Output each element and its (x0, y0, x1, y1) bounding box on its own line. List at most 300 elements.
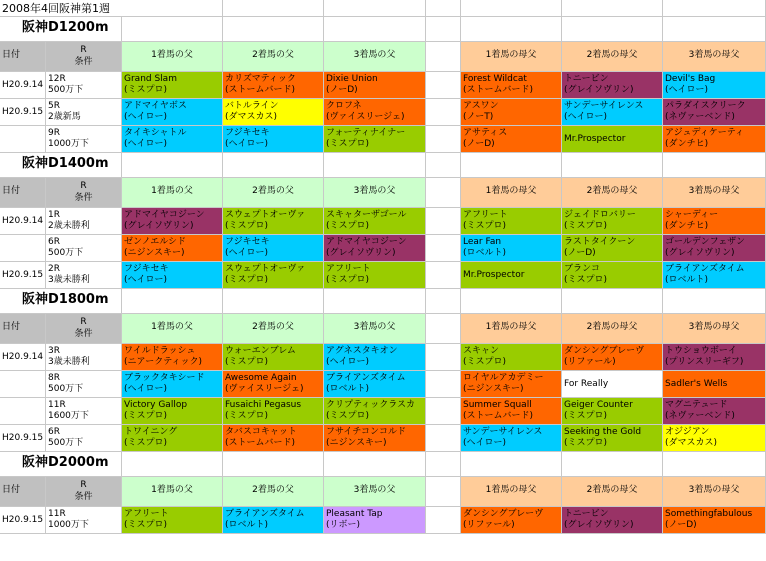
dam-sire-cell-2 (562, 99, 663, 126)
horse-name: ゼンノエルシド (124, 237, 186, 247)
blank-cell (426, 72, 461, 99)
header-condition-label: 条件 (74, 193, 93, 203)
dam-sire-cell-1 (461, 398, 562, 425)
blank-cell (461, 289, 562, 314)
sire-line: (ミスプロ) (326, 221, 370, 231)
race-condition: 1000万下 (48, 520, 89, 530)
sire-cell-2 (223, 371, 324, 398)
horse-name: トニービン (564, 509, 609, 519)
sire-cell-3 (324, 72, 426, 99)
header-dam-sire-2: 2着馬の母父 (562, 42, 663, 72)
race-date: H20.9.15 (0, 425, 46, 452)
dam-sire-cell-1 (461, 344, 562, 371)
horse-name: フォーティナイナー (326, 128, 406, 138)
header-sire-1: 1着馬の父 (122, 314, 223, 344)
horse-name: カリズマティック (225, 74, 296, 84)
horse-name: ロイヤルアカデミー (463, 373, 544, 383)
sire-line: (ノーT) (463, 112, 494, 122)
horse-name: フジキセキ (225, 128, 270, 138)
race-number: 5R (48, 101, 60, 111)
horse-name: アフリート (326, 264, 371, 274)
horse-name: ジェイドロバリー (564, 210, 636, 220)
race-condition: 3歳未勝利 (48, 357, 90, 367)
dam-sire-cell-3 (663, 344, 766, 371)
sire-cell-2 (223, 235, 324, 262)
sire-line: (ストームバード) (463, 85, 534, 95)
section-title: 阪神D2000m (0, 452, 122, 477)
sire-line: (ノーD) (326, 85, 358, 95)
sire-cell-2 (223, 99, 324, 126)
header-race-label: R (80, 181, 87, 191)
sire-line: (ミスプロ) (124, 520, 168, 530)
horse-name: アジュディケーティ (665, 128, 745, 138)
race-info (46, 371, 122, 398)
sire-cell-2 (223, 507, 324, 534)
dam-sire-cell-1 (461, 99, 562, 126)
blank-cell (562, 153, 663, 178)
sire-cell-1 (122, 208, 223, 235)
dam-sire-cell-2 (562, 126, 663, 153)
horse-name: ウォーエンブレム (225, 346, 296, 356)
sire-line: (ロベルト) (326, 384, 370, 394)
section-title: 阪神D1400m (0, 153, 122, 178)
blank-cell (122, 452, 223, 477)
dam-sire-cell-1 (461, 72, 562, 99)
sire-line: (ミスプロ) (225, 357, 269, 367)
header-sire-3: 3着馬の父 (324, 477, 426, 507)
horse-name: Mr.Prospector (564, 134, 626, 144)
header-date: 日付 (0, 42, 46, 72)
blank-cell (461, 17, 562, 42)
sire-cell-2 (223, 208, 324, 235)
section-title: 阪神D1200m (0, 17, 122, 42)
blank-cell (426, 289, 461, 314)
horse-name: Pleasant Tap (326, 509, 383, 519)
header-sire-2: 2着馬の父 (223, 314, 324, 344)
horse-name: アフリート (463, 210, 508, 220)
race-info (46, 398, 122, 425)
sire-line: (ミスプロ) (564, 411, 608, 421)
dam-sire-cell-3 (663, 99, 766, 126)
blank-cell (324, 17, 426, 42)
blank-cell (426, 235, 461, 262)
sire-cell-1 (122, 72, 223, 99)
sire-line: (ロベルト) (225, 520, 269, 530)
sire-line: (ミスプロ) (326, 139, 370, 149)
blank-cell (426, 153, 461, 178)
dam-sire-cell-1 (461, 425, 562, 452)
sire-line: (ノーD) (463, 139, 495, 149)
race-number: 8R (48, 373, 60, 383)
sire-line: (グレイソヴリン) (326, 248, 396, 258)
dam-sire-cell-3 (663, 371, 766, 398)
blank-cell (562, 452, 663, 477)
horse-name: フサイチコンコルド (326, 427, 407, 437)
horse-name: トニービン (564, 74, 609, 84)
header-sire-1: 1着馬の父 (122, 178, 223, 208)
header-race (46, 477, 122, 507)
dam-sire-cell-2 (562, 235, 663, 262)
horse-name: クロフネ (326, 101, 362, 111)
header-sire-1: 1着馬の父 (122, 477, 223, 507)
sire-line: (ノーD) (665, 520, 697, 530)
sire-line: (ミスプロ) (225, 275, 269, 285)
horse-name: トワイニング (124, 427, 178, 437)
sire-line: (ロベルト) (463, 248, 507, 258)
sire-line: (ヘイロー) (463, 438, 507, 448)
sire-line: (ヘイロー) (326, 357, 370, 367)
sire-line: (ネヴァーベンド) (665, 112, 735, 122)
horse-name: フジキセキ (124, 264, 169, 274)
blank-cell (223, 452, 324, 477)
header-dam-sire-1: 1着馬の母父 (461, 42, 562, 72)
blank-cell (324, 289, 426, 314)
horse-name: アドマイヤコジーン (326, 237, 407, 247)
dam-sire-cell-3 (663, 235, 766, 262)
blank-cell (663, 0, 766, 17)
sire-cell-3 (324, 126, 426, 153)
race-date: H20.9.14 (0, 72, 46, 99)
race-condition: 2歳新馬 (48, 112, 81, 122)
race-condition: 500万下 (48, 85, 84, 95)
header-condition-label: 条件 (74, 492, 93, 502)
sire-cell-2 (223, 398, 324, 425)
horse-name: クリプティックラスカ (326, 400, 416, 410)
blank-cell (426, 477, 461, 507)
race-date (0, 126, 46, 153)
race-number: 12R (48, 74, 66, 84)
blank-cell (324, 0, 426, 17)
header-race-label: R (80, 480, 87, 490)
horse-name: For Really (564, 379, 609, 389)
blank-cell (122, 0, 223, 17)
blank-cell (663, 153, 766, 178)
sire-cell-1 (122, 126, 223, 153)
sire-line: (ヘイロー) (665, 85, 709, 95)
sire-line: (ミスプロ) (124, 438, 168, 448)
horse-name: Summer Squall (463, 400, 532, 410)
sire-line: (ニジンスキー) (124, 248, 185, 258)
header-date: 日付 (0, 314, 46, 344)
sire-line: (ミスプロ) (326, 411, 370, 421)
race-condition: 1000万下 (48, 139, 89, 149)
blank-cell (426, 314, 461, 344)
header-dam-sire-3: 3着馬の母父 (663, 178, 766, 208)
horse-name: ワイルドラッシュ (124, 346, 196, 356)
horse-name: Awesome Again (225, 373, 297, 383)
dam-sire-cell-1 (461, 507, 562, 534)
horse-name: Mr.Prospector (463, 270, 525, 280)
race-date: H20.9.15 (0, 99, 46, 126)
race-condition: 2歳未勝利 (48, 221, 90, 231)
dam-sire-cell-1 (461, 235, 562, 262)
sire-cell-1 (122, 371, 223, 398)
sire-line: (ヘイロー) (225, 139, 269, 149)
race-date: H20.9.15 (0, 507, 46, 534)
horse-name: マグニテュード (665, 400, 728, 410)
dam-sire-cell-2 (562, 425, 663, 452)
blank-cell (663, 289, 766, 314)
blank-cell (426, 425, 461, 452)
blank-cell (461, 452, 562, 477)
sire-line: (リファール) (564, 357, 616, 367)
sire-line: (ヘイロー) (124, 384, 168, 394)
horse-name: Grand Slam (124, 74, 177, 84)
header-condition-label: 条件 (74, 329, 93, 339)
dam-sire-cell-3 (663, 208, 766, 235)
sire-line: (リファール) (463, 520, 515, 530)
horse-name: タバスコキャット (225, 427, 297, 437)
header-sire-2: 2着馬の父 (223, 477, 324, 507)
sire-line: (リボー) (326, 520, 361, 530)
sheet-title: 2008年4回阪神第1週 (0, 0, 124, 17)
blank-cell (122, 17, 223, 42)
horse-name: Seeking the Gold (564, 427, 642, 437)
blank-cell (461, 0, 562, 17)
horse-name: ダンシングブレーヴ (463, 509, 544, 519)
sire-cell-3 (324, 235, 426, 262)
sire-line: (ミスプロ) (564, 221, 608, 231)
sire-line: (ミスプロ) (124, 85, 168, 95)
horse-name: ブランコ (564, 264, 601, 274)
sire-line: (ヘイロー) (124, 139, 168, 149)
sire-line: (ヘイロー) (225, 248, 269, 258)
header-race (46, 314, 122, 344)
header-race (46, 178, 122, 208)
horse-name: アドマイヤボス (124, 101, 187, 111)
horse-name: Dixie Union (326, 74, 378, 84)
dam-sire-cell-2 (562, 398, 663, 425)
horse-name: アグネスタキオン (326, 346, 398, 356)
horse-name: Forest Wildcat (463, 74, 527, 84)
blank-cell (223, 0, 324, 17)
dam-sire-cell-2 (562, 208, 663, 235)
sire-line: (ネヴァーベンド) (665, 411, 735, 421)
sire-cell-3 (324, 344, 426, 371)
sire-line: (ニジンスキー) (463, 384, 524, 394)
race-condition: 1600万下 (48, 411, 89, 421)
race-number: 6R (48, 427, 60, 437)
dam-sire-cell-3 (663, 72, 766, 99)
horse-name: Devil's Bag (665, 74, 716, 84)
dam-sire-cell-3 (663, 398, 766, 425)
dam-sire-cell-2 (562, 262, 663, 289)
blank-cell (122, 289, 223, 314)
blank-cell (122, 153, 223, 178)
header-race-label: R (80, 317, 87, 327)
race-date (0, 371, 46, 398)
horse-name: バトルライン (225, 101, 279, 111)
race-info (46, 72, 122, 99)
horse-name: Lear Fan (463, 237, 502, 247)
horse-name: スキャン (463, 346, 500, 356)
horse-name: トウショウボーイ (665, 346, 737, 356)
dam-sire-cell-1 (461, 371, 562, 398)
blank-cell (426, 42, 461, 72)
dam-sire-cell-1 (461, 208, 562, 235)
sire-line: (ノーD) (564, 248, 596, 258)
sire-cell-1 (122, 235, 223, 262)
blank-cell (223, 17, 324, 42)
dam-sire-cell-1 (461, 126, 562, 153)
blank-cell (663, 17, 766, 42)
race-info (46, 507, 122, 534)
header-dam-sire-1: 1着馬の母父 (461, 178, 562, 208)
sire-line: (ミスプロ) (564, 438, 608, 448)
horse-name: Victory Gallop (124, 400, 188, 410)
blank-cell (426, 452, 461, 477)
sire-line: (ストームバード) (225, 85, 296, 95)
horse-name: Geiger Counter (564, 400, 633, 410)
race-condition: 500万下 (48, 384, 84, 394)
sire-cell-3 (324, 99, 426, 126)
sire-line: (ミスプロ) (225, 411, 269, 421)
header-date: 日付 (0, 477, 46, 507)
horse-name: ダンシングブレーヴ (564, 346, 645, 356)
sire-line: (グレイソヴリン) (564, 520, 634, 530)
blank-cell (426, 208, 461, 235)
header-dam-sire-1: 1着馬の母父 (461, 314, 562, 344)
horse-name: シャーディー (665, 210, 719, 220)
sire-cell-1 (122, 99, 223, 126)
sire-cell-3 (324, 208, 426, 235)
dam-sire-cell-3 (663, 425, 766, 452)
horse-name: ブラックタキシード (124, 373, 205, 383)
horse-name: ブライアンズタイム (326, 373, 406, 383)
sire-cell-2 (223, 344, 324, 371)
dam-sire-cell-2 (562, 507, 663, 534)
sire-cell-3 (324, 507, 426, 534)
horse-name: スウェプトオーヴァ (225, 210, 306, 220)
race-info (46, 235, 122, 262)
dam-sire-cell-1 (461, 262, 562, 289)
header-race (46, 42, 122, 72)
horse-name: サンデーサイレンス (564, 101, 644, 111)
horse-name: アフリート (124, 509, 169, 519)
sire-line: (ダンチヒ) (665, 221, 709, 231)
sire-line: (ミスプロ) (225, 221, 269, 231)
race-info (46, 126, 122, 153)
horse-name: ラストタイクーン (564, 237, 636, 247)
sire-line: (グレイソヴリン) (564, 85, 634, 95)
sire-line: (ニジンスキー) (326, 438, 387, 448)
header-dam-sire-3: 3着馬の母父 (663, 314, 766, 344)
header-dam-sire-2: 2着馬の母父 (562, 314, 663, 344)
sire-cell-2 (223, 126, 324, 153)
sire-line: (プリンスリーギフ) (665, 357, 744, 367)
sire-cell-1 (122, 425, 223, 452)
dam-sire-cell-2 (562, 72, 663, 99)
header-sire-3: 3着馬の父 (324, 42, 426, 72)
race-number: 3R (48, 346, 60, 356)
dam-sire-cell-2 (562, 371, 663, 398)
blank-cell (461, 153, 562, 178)
horse-name: ブライアンズタイム (225, 509, 305, 519)
sire-cell-2 (223, 425, 324, 452)
blank-cell (562, 17, 663, 42)
blank-cell (562, 289, 663, 314)
blank-cell (426, 99, 461, 126)
sire-line: (ミスプロ) (326, 275, 370, 285)
blank-cell (426, 507, 461, 534)
blank-cell (426, 178, 461, 208)
race-info (46, 425, 122, 452)
sire-line: (ロベルト) (665, 275, 709, 285)
sire-cell-1 (122, 507, 223, 534)
sire-line: (ヘイロー) (124, 275, 168, 285)
blank-cell (426, 0, 461, 17)
sire-cell-2 (223, 72, 324, 99)
header-sire-3: 3着馬の父 (324, 178, 426, 208)
race-number: 11R (48, 509, 66, 519)
sire-line: (ニアークティック) (124, 357, 203, 367)
header-date: 日付 (0, 178, 46, 208)
dam-sire-cell-2 (562, 344, 663, 371)
sire-cell-2 (223, 262, 324, 289)
sire-line: (ストームバード) (463, 411, 534, 421)
sire-line: (ヘイロー) (124, 112, 168, 122)
horse-name: アサティス (463, 128, 508, 138)
sire-line: (ヴァイスリージェ) (225, 384, 304, 394)
horse-name: Fusaichi Pegasus (225, 400, 302, 410)
horse-name: Somethingfabulous (665, 509, 753, 519)
horse-name: アドマイヤコジーン (124, 210, 205, 220)
blank-cell (426, 371, 461, 398)
race-date (0, 398, 46, 425)
blank-cell (324, 452, 426, 477)
horse-name: フジキセキ (225, 237, 270, 247)
header-sire-1: 1着馬の父 (122, 42, 223, 72)
blank-cell (426, 126, 461, 153)
race-number: 9R (48, 128, 60, 138)
horse-name: スキャターザゴール (326, 210, 407, 220)
header-condition-label: 条件 (74, 57, 93, 67)
horse-name: サンデーサイレンス (463, 427, 543, 437)
blank-cell (426, 262, 461, 289)
race-number: 6R (48, 237, 60, 247)
dam-sire-cell-3 (663, 507, 766, 534)
header-dam-sire-1: 1着馬の母父 (461, 477, 562, 507)
horse-name: タイキシャトル (124, 128, 187, 138)
section-title: 阪神D1800m (0, 289, 122, 314)
race-number: 1R (48, 210, 60, 220)
header-race-label: R (80, 45, 87, 55)
sire-line: (ヘイロー) (564, 112, 608, 122)
sire-line: (ミスプロ) (124, 411, 168, 421)
blank-cell (223, 153, 324, 178)
horse-name: Sadler's Wells (665, 379, 728, 389)
horse-name: オジジアン (665, 427, 710, 437)
race-info (46, 344, 122, 371)
blank-cell (562, 0, 663, 17)
horse-name: ゴールデンフェザン (665, 237, 746, 247)
race-info (46, 262, 122, 289)
sire-cell-3 (324, 425, 426, 452)
sire-line: (ヴァイスリージェ) (326, 112, 405, 122)
blank-cell (223, 289, 324, 314)
race-number: 2R (48, 264, 60, 274)
horse-name: スウェプトオーヴァ (225, 264, 306, 274)
sire-cell-3 (324, 371, 426, 398)
header-dam-sire-3: 3着馬の母父 (663, 42, 766, 72)
header-dam-sire-2: 2着馬の母父 (562, 178, 663, 208)
sire-line: (ミスプロ) (564, 275, 608, 285)
race-condition: 3歳未勝利 (48, 275, 90, 285)
race-number: 11R (48, 400, 66, 410)
race-date: H20.9.14 (0, 344, 46, 371)
race-info (46, 208, 122, 235)
horse-name: アスワン (463, 101, 499, 111)
